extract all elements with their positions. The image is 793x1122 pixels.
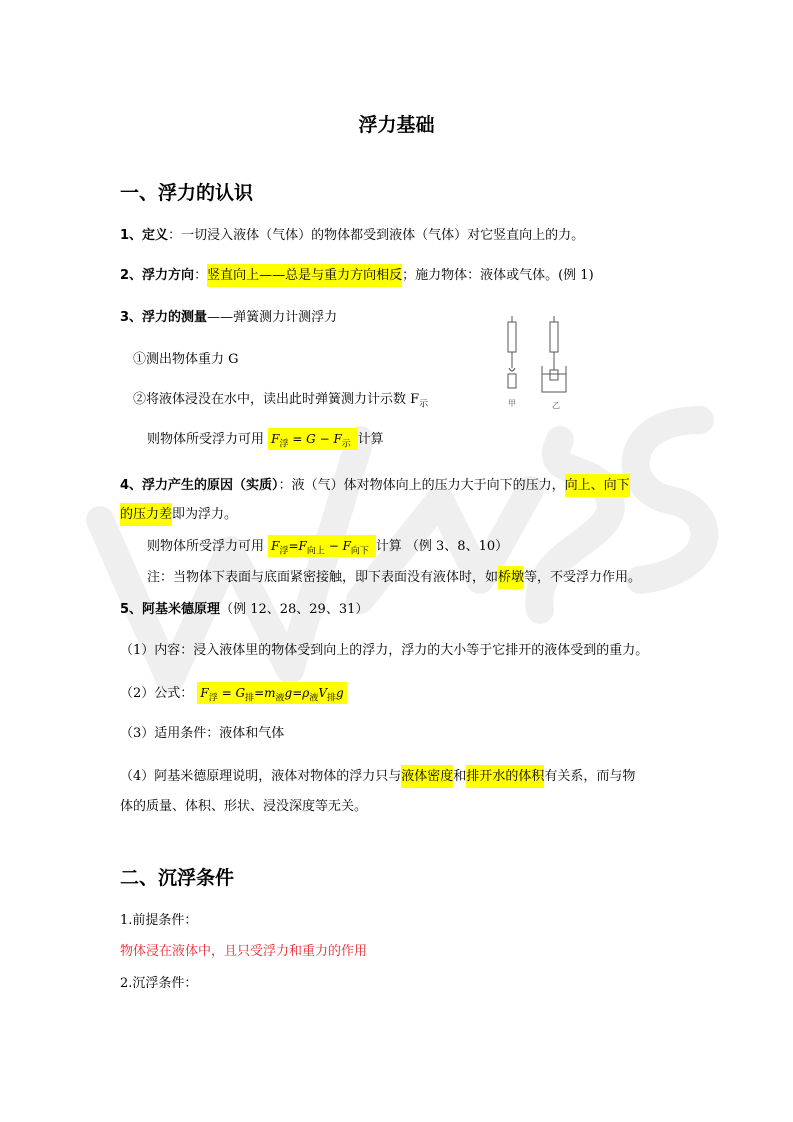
formula-float-measure: $F_浮 = G - F_示$ bbox=[268, 428, 357, 450]
spring-scale-figure bbox=[498, 316, 588, 410]
item-archimedes: 5、阿基米德原理（例 12、28、29、31） bbox=[120, 602, 369, 617]
item-measurement: 3、浮力的测量——弹簧测力计测浮力 bbox=[120, 310, 338, 325]
float-sink-label: 2.沉浮条件： bbox=[120, 976, 198, 991]
figure-label-b: 乙 bbox=[552, 401, 560, 410]
premise-condition: 物体浸在液体中，且只受浮力和重力的作用 bbox=[120, 944, 368, 959]
section-heading-2: 二、沉浮条件 bbox=[120, 867, 235, 889]
formula-archimedes: $F_浮 = G_排=m_液g=\rho_液V_排g$ bbox=[197, 682, 346, 704]
measurement-step-1: ①测出物体重力 G bbox=[133, 352, 239, 367]
premise-label: 1.前提条件： bbox=[120, 913, 198, 928]
measurement-step-2: ②将液体浸没在水中，读出此时弹簧测力计示数 $F_示$ bbox=[133, 392, 429, 410]
archimedes-content: （1）内容：浸入液体里的物体受到向上的浮力，浮力的大小等于它排开的液体受到的重力。 bbox=[120, 643, 649, 658]
measurement-formula-line: 则物体所受浮力可用 $F_浮 = G - F_示$ 计算 bbox=[147, 428, 384, 449]
item-cause: 4、浮力产生的原因（实质）：液（气）体对物体向上的压力大于向下的压力，向上、向下 bbox=[120, 474, 630, 493]
page-title: 浮力基础 bbox=[358, 114, 435, 136]
formula-pressure-diff: $F_浮=F_{向上} - F_{向下}$ bbox=[268, 535, 376, 557]
archimedes-formula-line: （2）公式： $F_浮 = G_排=m_液g=\rho_液V_排g$ bbox=[120, 682, 347, 703]
figure-label-a: 甲 bbox=[508, 399, 516, 408]
item-cause-line2: 的压力差即为浮力。 bbox=[120, 503, 237, 522]
section-heading-1: 一、浮力的认识 bbox=[120, 182, 254, 204]
archimedes-explanation-line2: 体的质量、体积、形状、浸没深度等无关。 bbox=[120, 799, 368, 814]
cause-formula-line: 则物体所受浮力可用 $F_浮=F_{向上} - F_{向下}$ 计算 （例 3、8、10） bbox=[147, 535, 508, 556]
archimedes-conditions: （3）适用条件：液体和气体 bbox=[120, 726, 285, 741]
cause-note: 注：当物体下表面与底面紧密接触，即下表面没有液体时，如桥墩等，不受浮力作用。 bbox=[147, 566, 641, 585]
item-definition: 1、定义：一切浸入液体（气体）的物体都受到液体（气体）对它竖直向上的力。 bbox=[120, 228, 585, 243]
item-direction: 2、浮力方向：竖直向上——总是与重力方向相反；施力物体：液体或气体。(例 1) bbox=[120, 264, 594, 283]
archimedes-explanation: （4）阿基米德原理说明，液体对物体的浮力只与液体密度和排开水的体积有关系，而与物 bbox=[120, 765, 635, 784]
